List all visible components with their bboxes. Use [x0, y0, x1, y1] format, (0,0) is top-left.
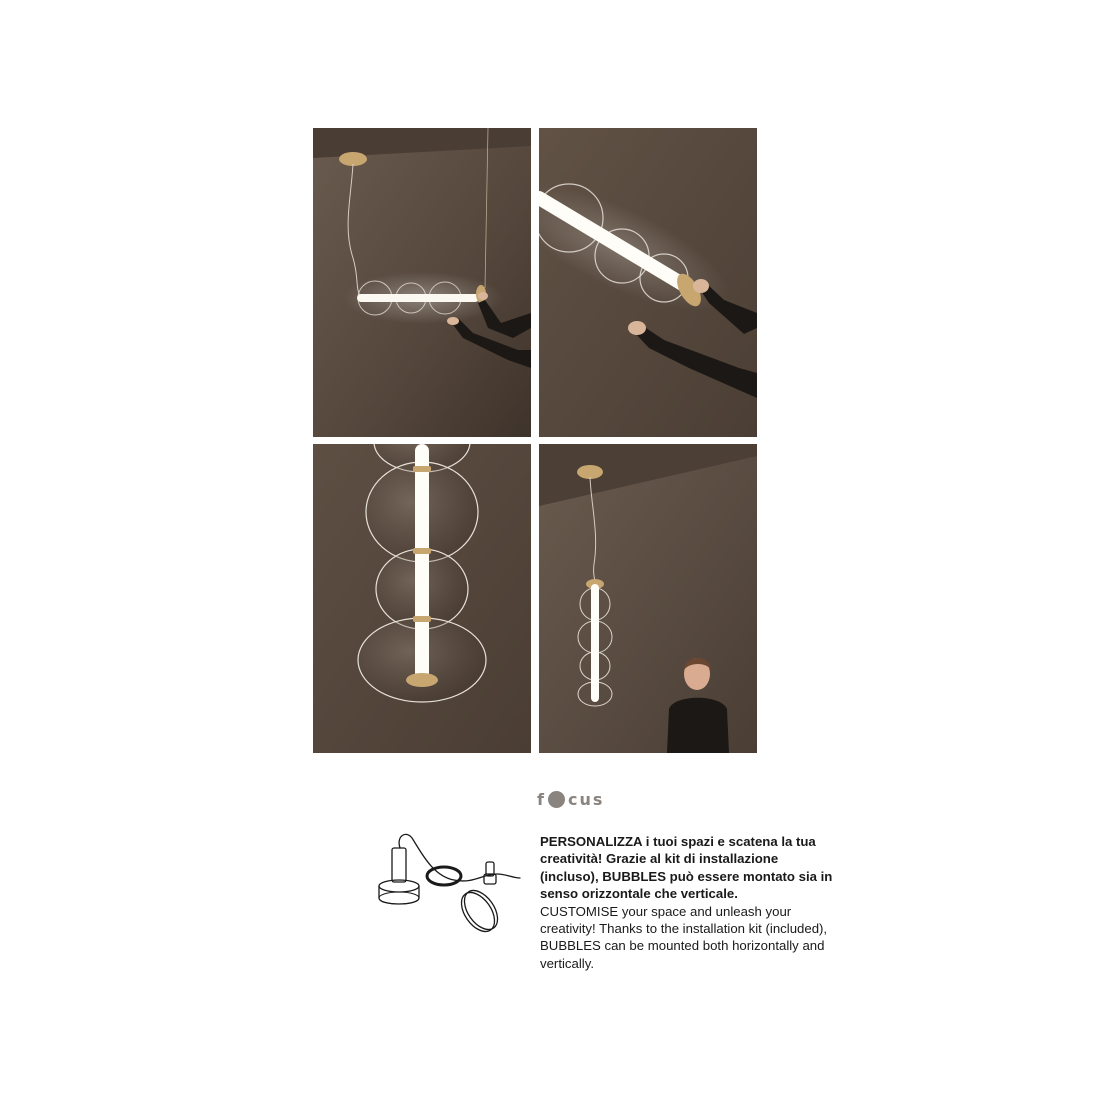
product-description	[540, 833, 840, 972]
photo-attaching-end-cap	[539, 128, 757, 437]
description-italian: PERSONALIZZA i tuoi spazi e scatena la tua creatività! Grazie al kit di installazione (incluso), BUBBLES può essere montato sia in senso orizzontale che verticale.	[540, 834, 833, 902]
photo-horizontal-installation	[313, 128, 531, 437]
focus-logo	[537, 789, 604, 809]
installation-kit-drawing	[362, 828, 528, 938]
focus-logo-suffix: cus	[567, 789, 605, 809]
description-english: CUSTOMISE your space and unleash your creativity! Thanks to the installation kit (included), BUBBLES can be mounted both horizontally and vertically.	[540, 903, 828, 971]
focus-logo-prefix: f	[537, 789, 546, 809]
photo-vertical-bubbles-closeup	[313, 444, 531, 753]
photo-vertical-installation	[539, 444, 757, 753]
focus-logo-dot-icon	[548, 791, 565, 808]
